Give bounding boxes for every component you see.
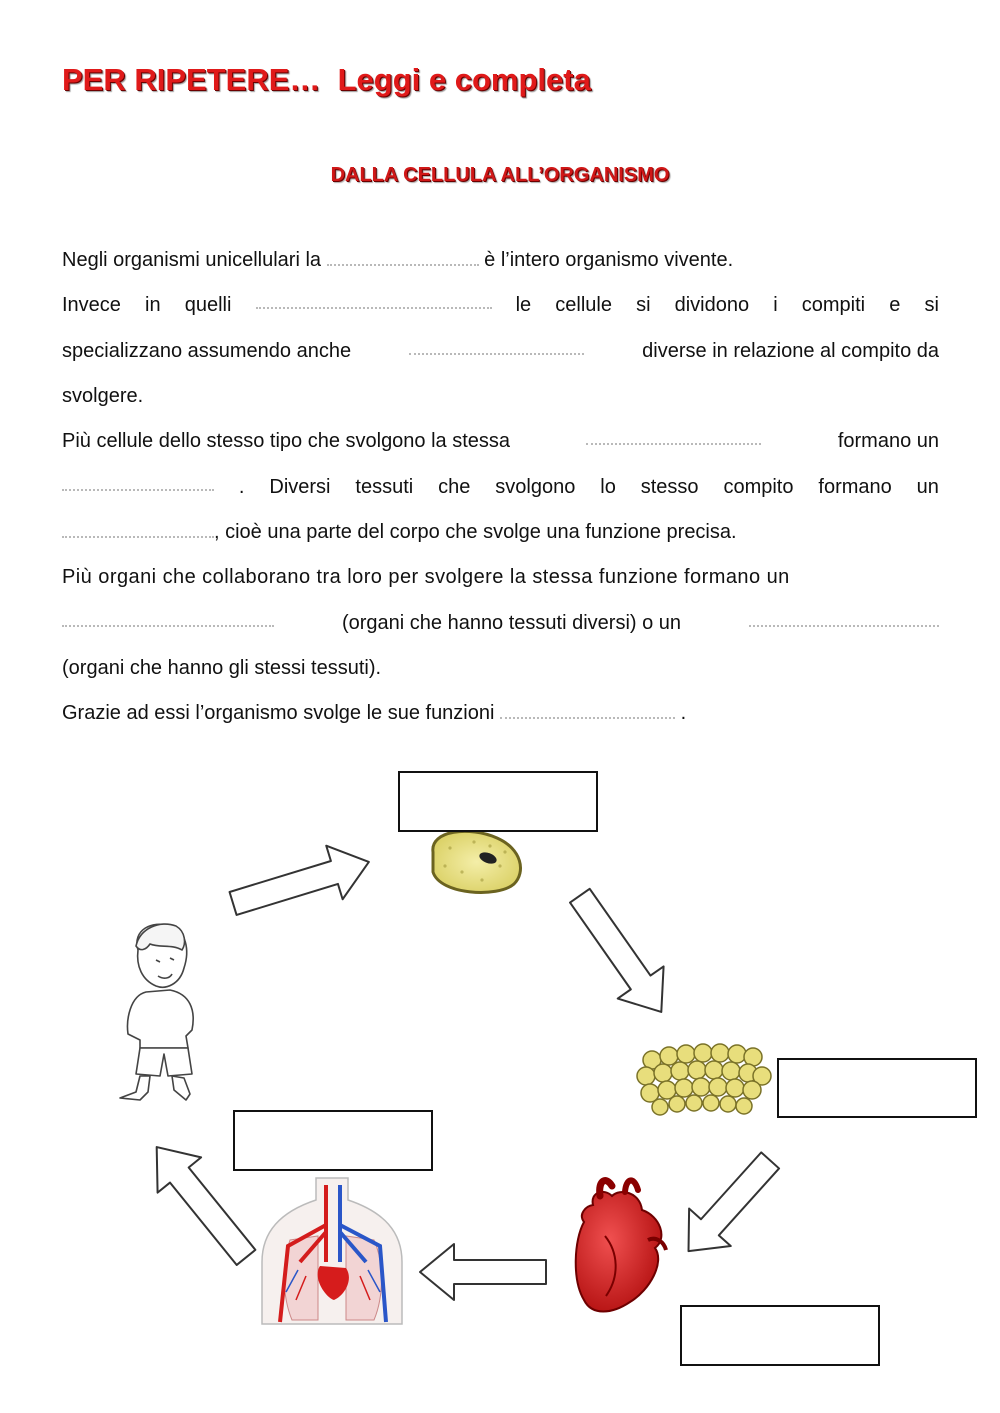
text-line-3: specializzano assumendo anche diverse in relazione al compito da [62, 340, 939, 362]
heart-image [576, 1180, 666, 1311]
child-image [120, 924, 193, 1100]
arrow-cell-to-tissue [557, 880, 684, 1028]
text-line-6: . Diversi tessuti che svolgono lo stesso compito formano un [62, 475, 939, 499]
text-line-2: Invece in quelli le cellule si dividono i compiti e si [62, 294, 939, 316]
answer-box-organ[interactable] [680, 1305, 880, 1366]
answer-box-organ-system[interactable] [233, 1110, 433, 1171]
tissue-image [637, 1044, 771, 1115]
text-line-11: Grazie ad essi l’organismo svolge le sue funzioni . [62, 702, 687, 724]
arrow-tissue-to-organ [668, 1142, 791, 1270]
text-line-8: Più organi che collaborano tra loro per svolgere la stessa funzione formano un [62, 566, 790, 588]
text-line-10: (organi che hanno gli stessi tessuti). [62, 657, 382, 679]
text-line-4: svolgere. [62, 385, 144, 407]
page-subtitle: DALLA CELLULA ALL’ORGANISMO [330, 164, 670, 186]
answer-box-cell[interactable] [398, 771, 598, 832]
answer-box-tissue[interactable] [777, 1058, 977, 1118]
text-line-1: Negli organismi unicellulari la è l’intero organismo vivente. [62, 249, 734, 271]
arrow-child-to-cell [225, 835, 377, 930]
text-line-7: , cioè una parte del corpo che svolge una funzione precisa. [62, 520, 939, 544]
text-line-5: Più cellule dello stesso tipo che svolgono la stessa formano un [62, 430, 939, 452]
arrow-organ-to-system [420, 1244, 546, 1300]
text-line-9: (organi che hanno tessuti diversi) o un [62, 611, 939, 635]
cell-image [433, 831, 521, 892]
page-title: PER RIPETERE… Leggi e completa [62, 62, 591, 97]
organ-system-image [262, 1178, 402, 1324]
